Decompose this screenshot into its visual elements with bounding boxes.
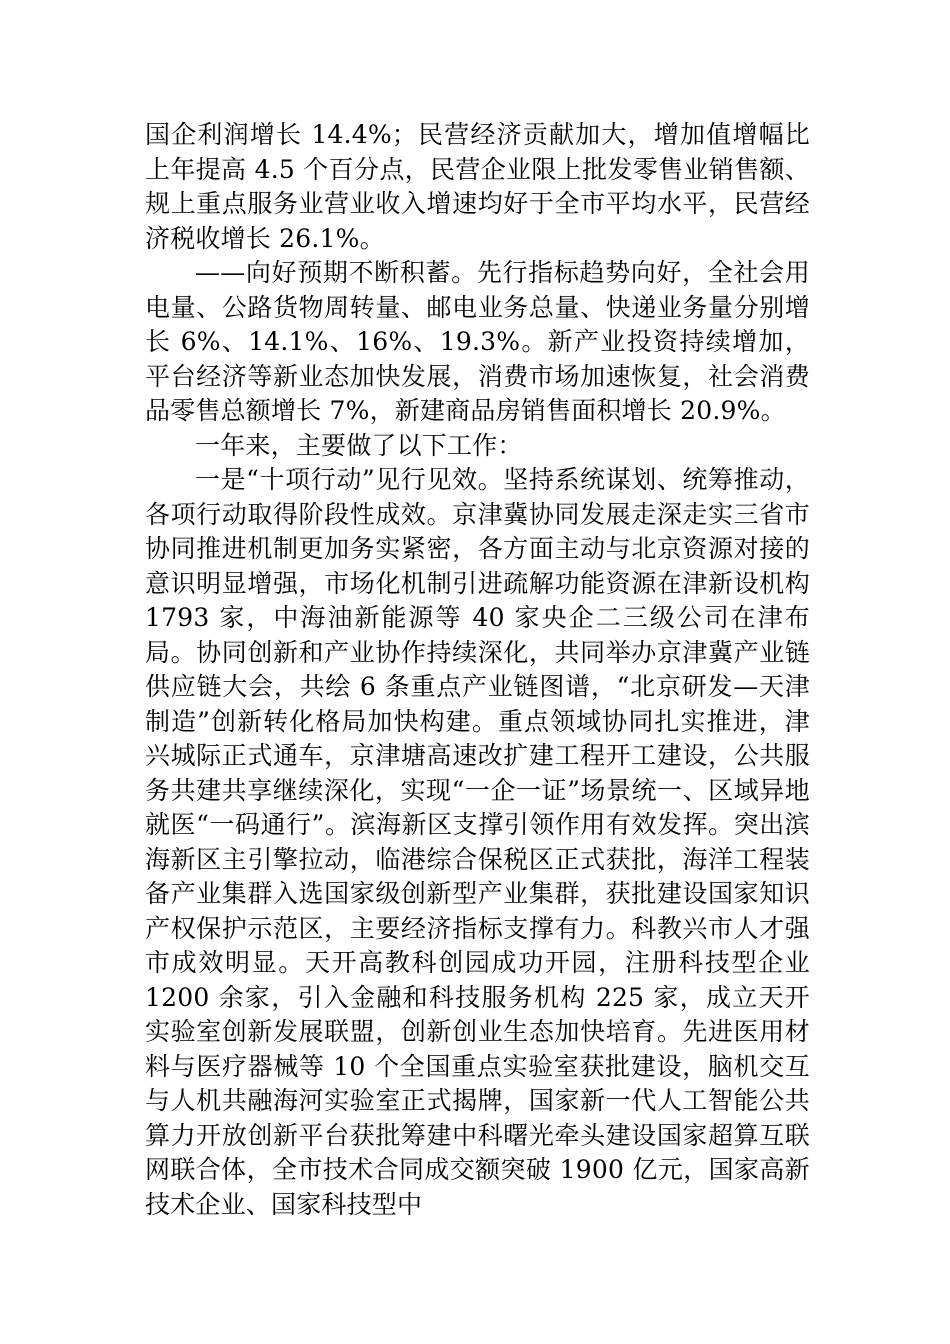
paragraph-3: 一年来，主要做了以下工作： bbox=[195, 430, 523, 460]
document-page bbox=[145, 118, 810, 1222]
paragraph-1: 国企利润增长 14.4%；民营经济贡献加大，增加值增幅比上年提高 4.5 个百分点，民营企业限上批发零售业销售额、规上重点服务业营业收入增速均好于全市平均水平，民营经济税收增长 26.1%。 bbox=[145, 120, 810, 253]
paragraph-4: 一是“十项行动”见行见效。坚持系统谋划、统筹推动，各项行动取得阶段性成效。京津冀协同发展走深走实三省市协同推进机制更加务实紧密，各方面主动与北京资源对接的意识明显增强，市场化机制引进疏解功能资源在津新设机构 1793 家，中海油新能源等 40 家央企二三级公司在津布局。协同创新和产业协作持续深化，共同举办京津冀产业链供应链大会，共绘 6 条重点产业链图谱，“北京研发—天津制造”创新转化格局加快构建。重点领域协同扎实推进，津兴城际正式通车，京津塘高速改扩建工程开工建设，公共服务共建共享继续深化，实现“一企一证”场景统一、区域异地就医“一码通行”。滨海新区支撑引领作用有效发挥。突出滨海新区主引擎拉动，临港综合保税区正式获批，海洋工程装备产业集群入选国家级创新型产业集群，获批建设国家知识产权保护示范区，主要经济指标支撑有力。科教兴市人才强市成效明显。天开高教科创园成功开园，注册科技型企业 1200 余家，引入金融和科技服务机构 225 家，成立天开实验室创新发展联盟，创新创业生态加快培育。先进医用材料与医疗器械等 10 个全国重点实验室获批建设，脑机交互与人机共融海河实验室正式揭牌，国家新一代人工智能公共算力开放创新平台获批筹建中科曙光牵头建设国家超算互联网联合体，全市技术合同成交额突破 1900 亿元，国家高新技术企业、国家科技型中 bbox=[145, 465, 810, 1219]
paragraph-2: ——向好预期不断积蓄。先行指标趋势向好，全社会用电量、公路货物周转量、邮电业务总量、快递业务量分别增长 6%、14.1%、16%、19.3%。新产业投资持续增加，平台经济等新业态加快发展，消费市场加速恢复，社会消费品零售总额增长 7%，新建商品房销售面积增长 20.9%。 bbox=[145, 258, 810, 425]
